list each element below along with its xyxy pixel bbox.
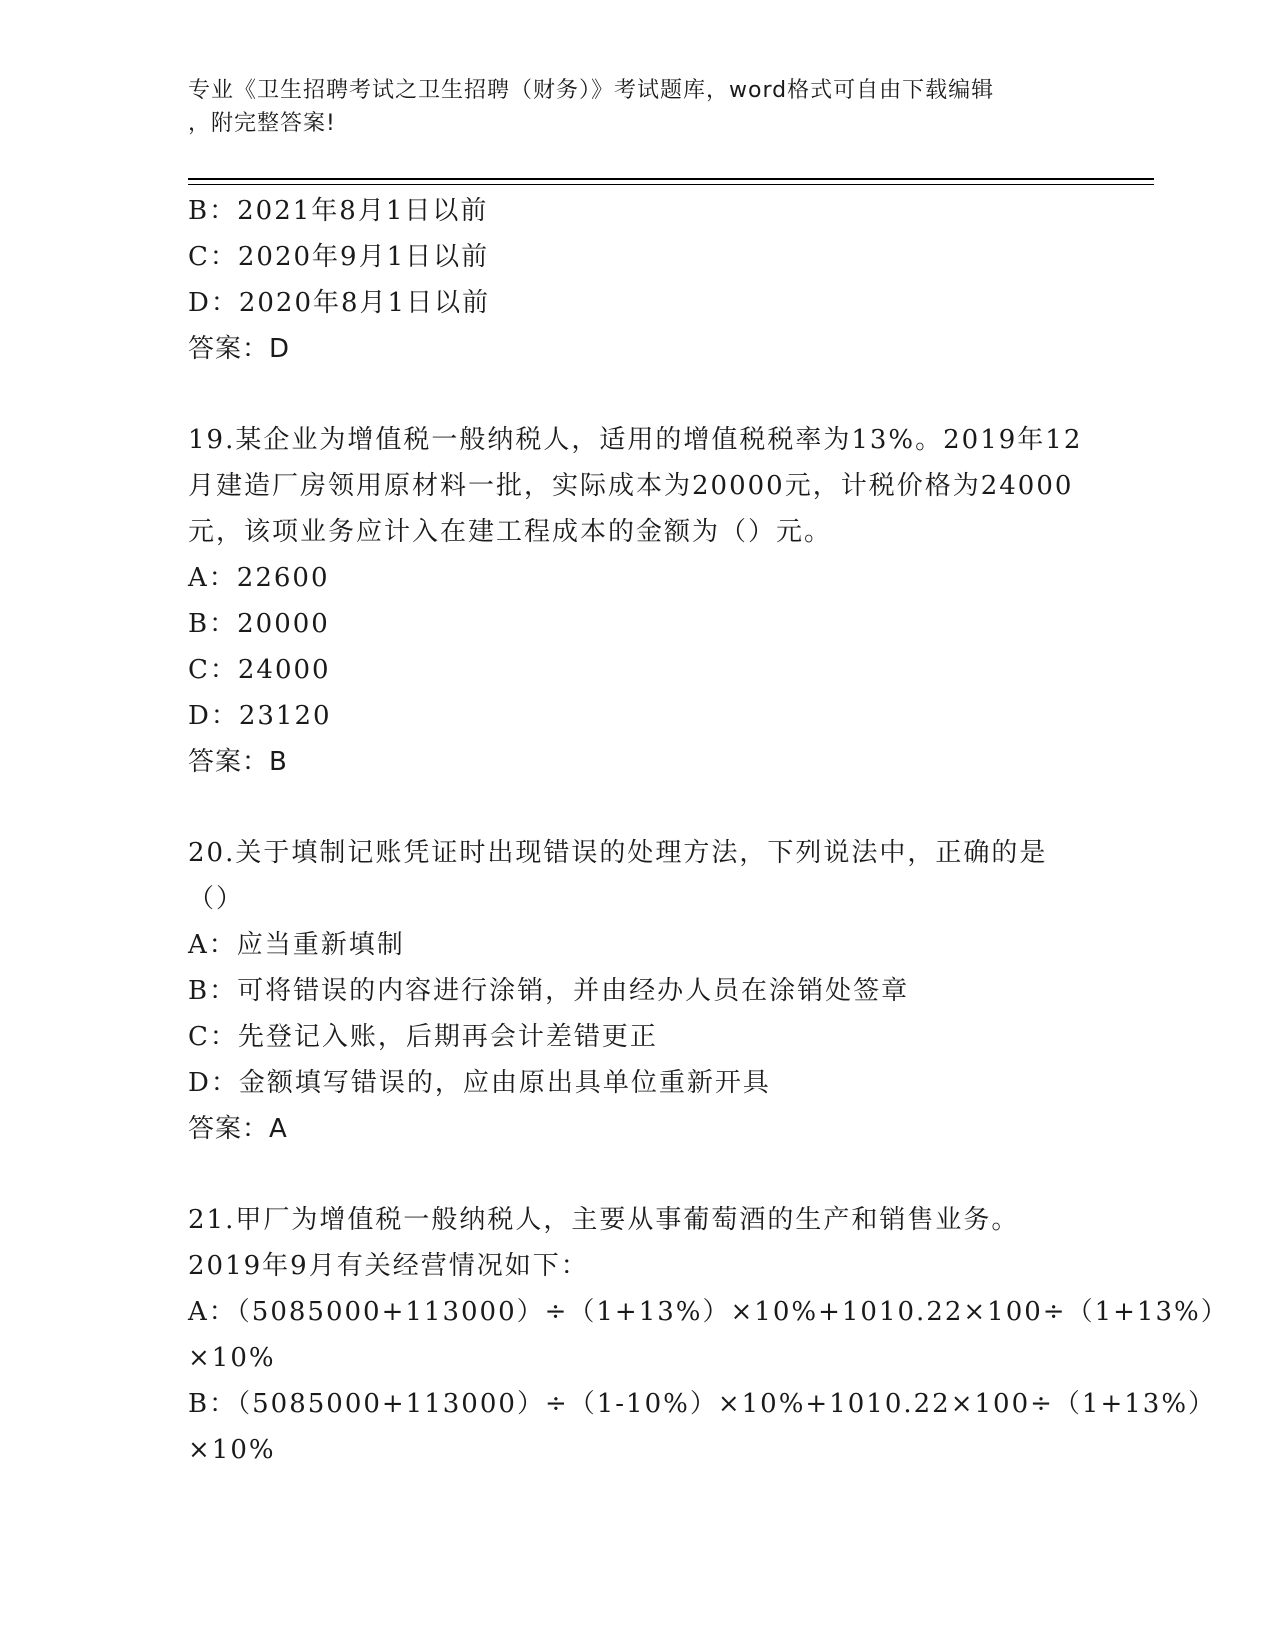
q20-stem-line-1: 20.关于填制记账凭证时出现错误的处理方法，下列说法中，正确的是 [188, 838, 1048, 868]
q20-option-c: C：先登记入账，后期再会计差错更正 [188, 1022, 658, 1052]
question-list [188, 188, 1229, 1473]
header-divider-thin [188, 184, 1154, 185]
q20-answer: 答案：A [188, 1114, 288, 1144]
q20-stem-line-2: （） [188, 884, 245, 914]
document-header [188, 74, 1088, 140]
q19-answer: 答案：B [188, 747, 288, 777]
q21-option-b-line-2: ×10% [188, 1435, 276, 1465]
spacer [188, 785, 1088, 830]
q19-stem-line-3: 元，该项业务应计入在建工程成本的金额为（）元。 [188, 517, 833, 547]
q19-option-b: B：20000 [188, 609, 330, 639]
q21-option-a-line-1: A：（5085000+113000）÷（1+13%）×10%+1010.22×100÷（1+13%） [188, 1297, 1229, 1327]
header-divider-thick [188, 178, 1154, 180]
q19-option-a: A：22600 [188, 563, 330, 593]
question-21-block [188, 1197, 1229, 1473]
q19-stem-line-2: 月建造厂房领用原材料一批，实际成本为20000元，计税价格为24000 [188, 471, 1074, 501]
q18-answer: 答案：D [188, 334, 291, 364]
q20-option-b: B：可将错误的内容进行涂销，并由经办人员在涂销处签章 [188, 976, 910, 1006]
header-title-line-2: ，附完整答案! [188, 111, 336, 136]
question-19-block [188, 417, 1088, 785]
question-18-block [188, 188, 1088, 372]
q21-stem-line-1: 21.甲厂为增值税一般纳税人，主要从事葡萄酒的生产和销售业务。 [188, 1205, 1020, 1235]
q21-option-b-line-1: B：（5085000+113000）÷（1-10%）×10%+1010.22×100÷（1+13%） [188, 1389, 1217, 1419]
q21-option-a-line-2: ×10% [188, 1343, 276, 1373]
q18-option-d: D：2020年8月1日以前 [188, 288, 491, 318]
q20-option-a: A：应当重新填制 [188, 930, 405, 960]
header-title-line-1: 专业《卫生招聘考试之卫生招聘（财务）》考试题库，word格式可自由下载编辑 [188, 78, 995, 103]
q21-stem-line-2: 2019年9月有关经营情况如下： [188, 1251, 589, 1281]
q20-option-d: D：金额填写错误的，应由原出具单位重新开具 [188, 1068, 771, 1098]
q18-option-b: B：2021年8月1日以前 [188, 196, 489, 226]
q18-option-c: C：2020年9月1日以前 [188, 242, 490, 272]
q19-option-d: D：23120 [188, 701, 332, 731]
question-20-block [188, 830, 1088, 1152]
q19-stem-line-1: 19.某企业为增值税一般纳税人，适用的增值税税率为13%。2019年12 [188, 425, 1083, 455]
spacer [188, 1152, 1088, 1197]
spacer [188, 372, 1088, 417]
q19-option-c: C：24000 [188, 655, 331, 685]
